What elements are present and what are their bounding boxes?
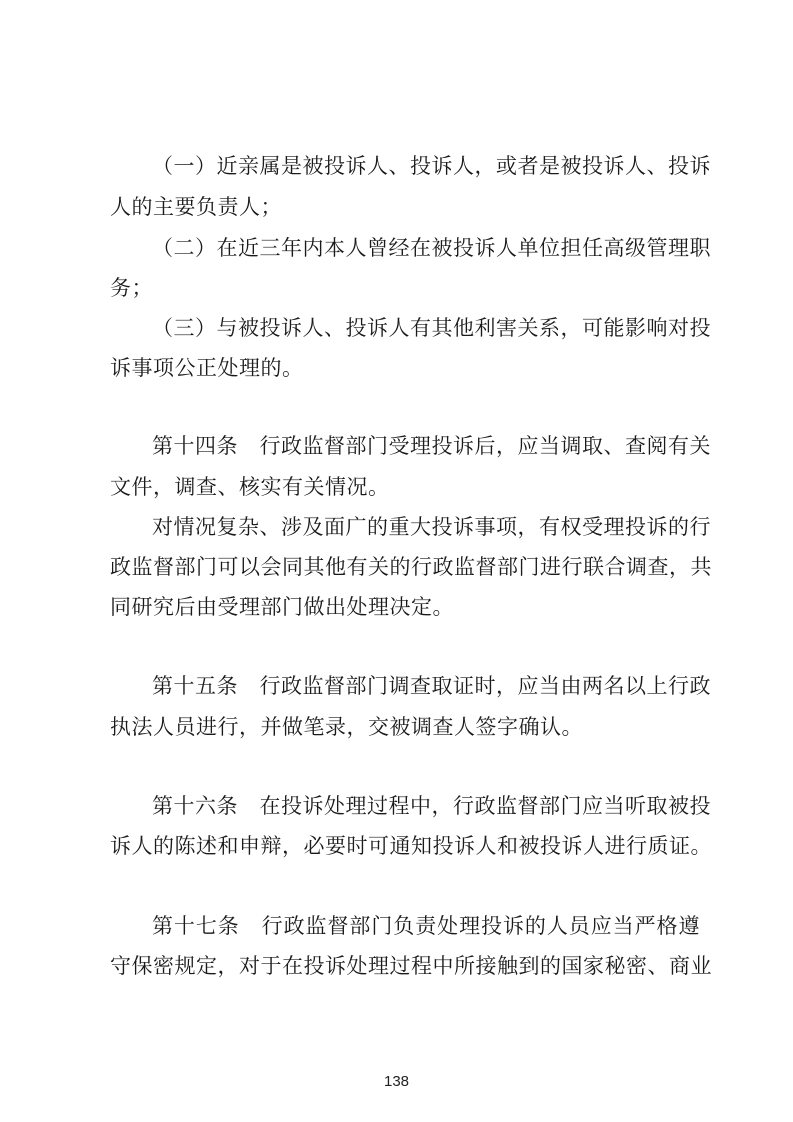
item-2-line-1: （二）在近三年内本人曾经在被投诉人单位担任高级管理职 [152, 236, 711, 260]
item-1-line-2: 人的主要负责人； [110, 195, 282, 219]
article-17-line-2: 守保密规定，对于在投诉处理过程中所接触到的国家秘密、商业 [110, 954, 712, 978]
article-16-line-2: 诉人的陈述和申辩，必要时可通知投诉人和被投诉人进行质证。 [110, 834, 712, 858]
article-15-line-2: 执法人员进行，并做笔录，交被调查人签字确认。 [110, 715, 583, 739]
article-15-line-1: 第十五条 行政监督部门调查取证时，应当由两名以上行政 [152, 674, 711, 698]
item-1-line-1: （一）近亲属是被投诉人、投诉人，或者是被投诉人、投诉 [152, 154, 711, 178]
article-14-para-2-line-3: 同研究后由受理部门做出处理决定。 [110, 595, 454, 619]
article-14-line-1: 第十四条 行政监督部门受理投诉后，应当调取、查阅有关 [152, 434, 711, 458]
item-3-line-2: 诉事项公正处理的。 [110, 356, 304, 380]
article-16-line-1: 第十六条 在投诉处理过程中，行政监督部门应当听取被投 [152, 794, 711, 818]
item-2-line-2: 务； [110, 276, 153, 300]
article-14-line-2: 文件，调查、核实有关情况。 [110, 475, 390, 499]
article-14-para-2-line-1: 对情况复杂、涉及面广的重大投诉事项，有权受理投诉的行 [152, 515, 711, 539]
article-17-line-1: 第十七条 行政监督部门负责处理投诉的人员应当严格遵 [152, 914, 700, 938]
article-14-para-2-line-2: 政监督部门可以会同其他有关的行政监督部门进行联合调查，共 [110, 555, 712, 579]
item-3-line-1: （三）与被投诉人、投诉人有其他利害关系，可能影响对投 [152, 316, 711, 340]
page-number: 138 [383, 1073, 410, 1090]
